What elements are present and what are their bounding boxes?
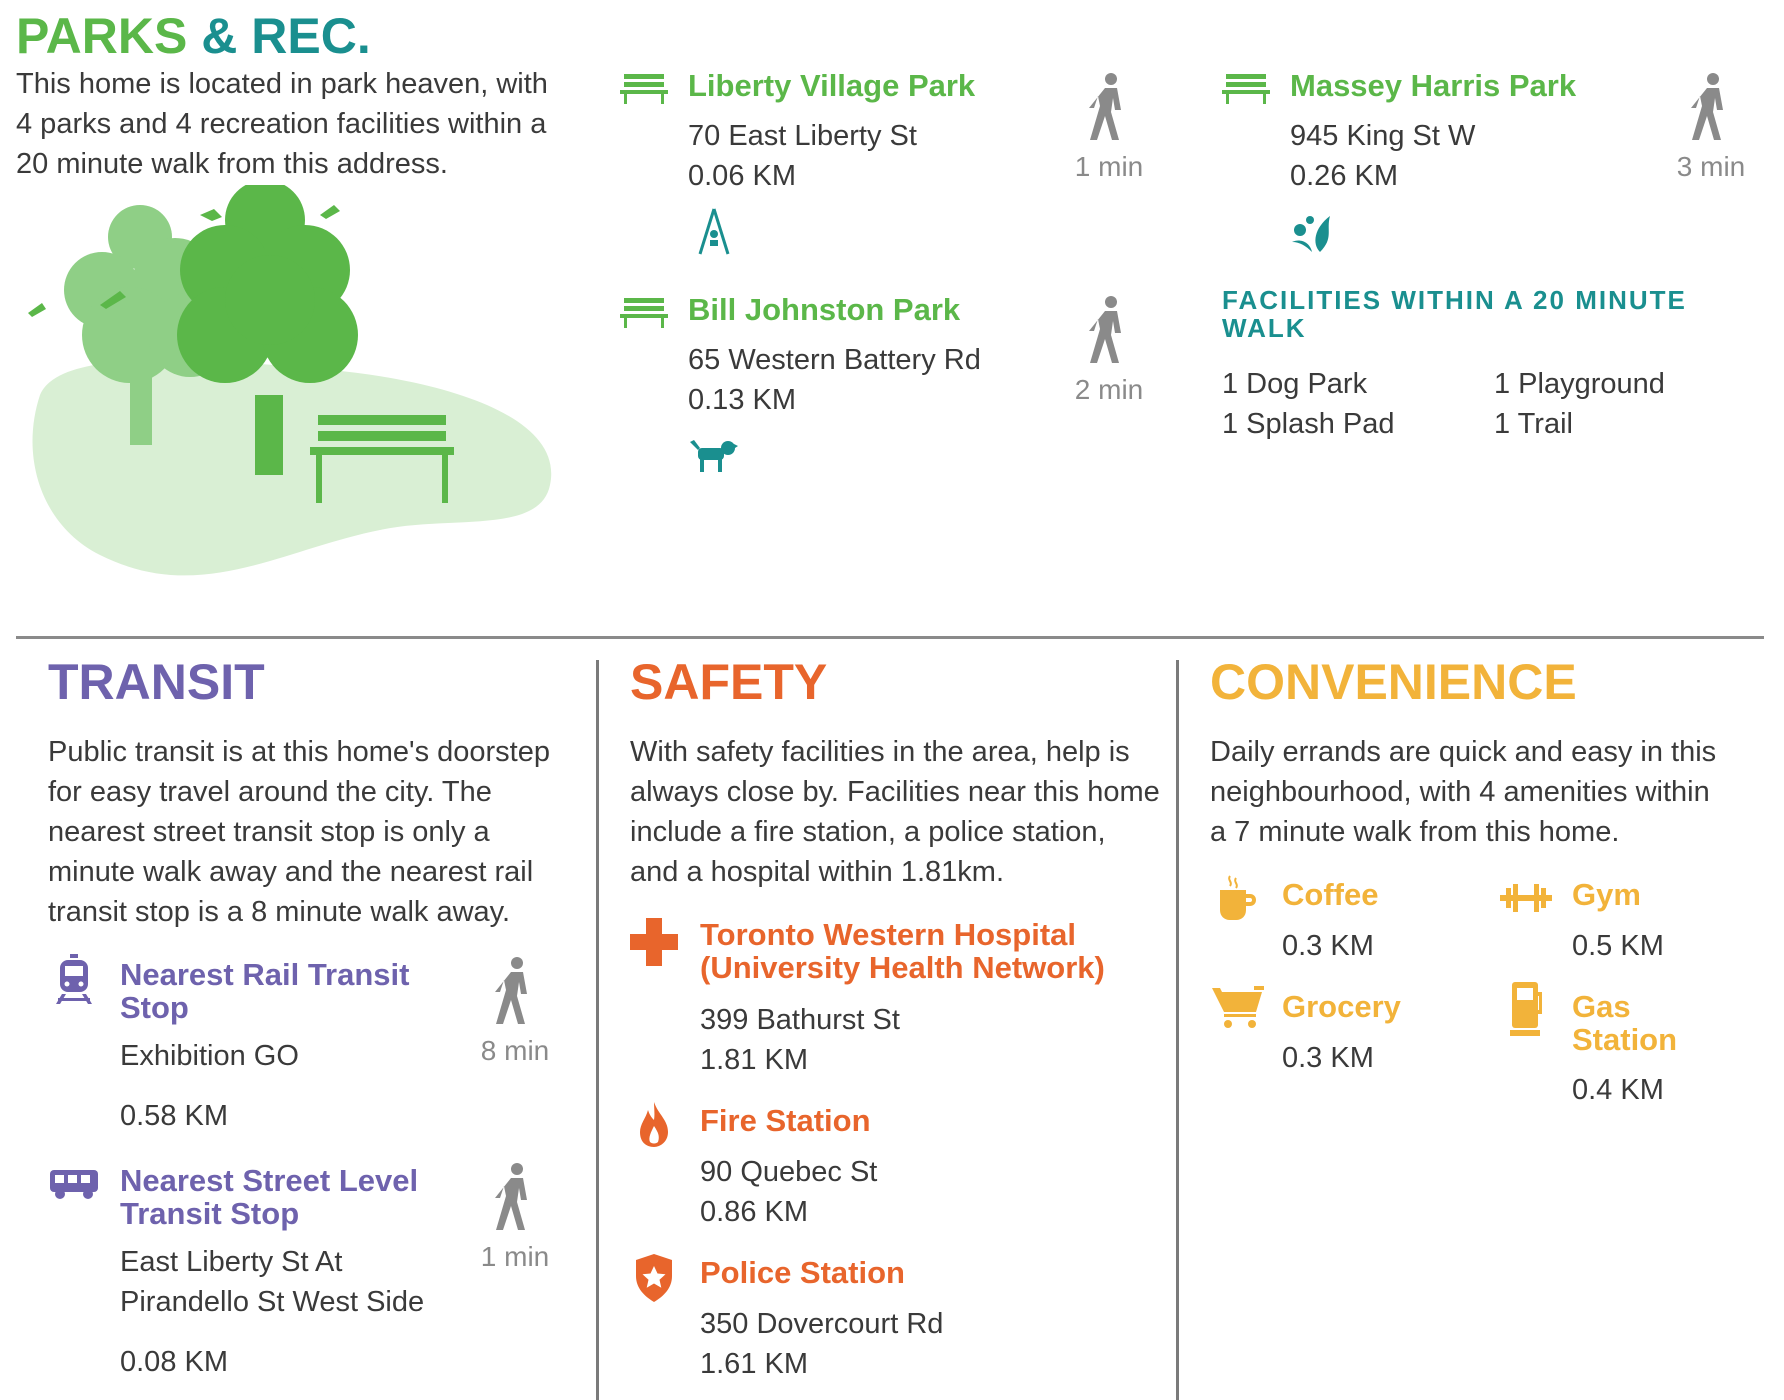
transit-intro: Public transit is at this home's doorstep for easy travel around the city. The nearest street transit stop is only a minute walk away and the nearest rail transit stop is a 8 minute walk away. <box>48 736 550 928</box>
gas-station-distance: 0.4 KM <box>1572 1074 1664 1106</box>
walking-person-icon <box>1087 295 1131 365</box>
safety-intro: With safety facilities in the area, help is always close by. Facilities near this home include a fire station, a police station, and a hospital within 1.81km. <box>630 736 1160 888</box>
column-divider <box>596 660 599 1400</box>
park-distance: 0.13 KM <box>688 384 796 416</box>
park-distance: 0.26 KM <box>1290 160 1398 192</box>
gym-name[interactable]: Gym <box>1572 877 1641 912</box>
rail-transit-name[interactable]: Nearest Rail Transit Stop <box>120 957 410 1025</box>
hospital-address: 399 Bathurst St <box>700 1004 900 1036</box>
facility-item: 1 Dog Park <box>1222 368 1368 400</box>
parks-title: PARKS & REC. <box>16 8 371 64</box>
facility-item: 1 Trail <box>1494 408 1573 440</box>
train-icon <box>56 954 92 1004</box>
park-illustration <box>20 185 560 595</box>
safety-title: SAFETY <box>630 654 828 710</box>
walk-time: 2 min <box>1054 295 1164 406</box>
bench-icon <box>620 296 668 328</box>
park-address: 945 King St W <box>1290 120 1476 152</box>
facilities-heading: FACILITIES WITHIN A 20 MINUTE WALK <box>1222 285 1687 343</box>
police-badge-icon <box>634 1254 674 1302</box>
walk-time: 1 min <box>460 1162 570 1273</box>
walking-person-icon <box>1087 72 1131 142</box>
coffee-distance: 0.3 KM <box>1282 930 1374 962</box>
section-divider <box>16 636 1764 639</box>
dog-icon <box>690 438 738 474</box>
transit-title: TRANSIT <box>48 654 265 710</box>
police-station-address: 350 Dovercourt Rd <box>700 1308 944 1340</box>
coffee-cup-icon <box>1216 874 1256 920</box>
gym-distance: 0.5 KM <box>1572 930 1664 962</box>
convenience-intro: Daily errands are quick and easy in this neighbourhood, with 4 amenities within a 7 minute walk from this home. <box>1210 736 1717 848</box>
fire-station-name[interactable]: Fire Station <box>700 1103 871 1138</box>
gas-pump-icon <box>1510 982 1544 1036</box>
park-name[interactable]: Bill Johnston Park <box>688 292 961 327</box>
walking-person-icon <box>1689 72 1733 142</box>
park-address: 65 Western Battery Rd <box>688 344 981 376</box>
rail-stop-name: Exhibition GO <box>120 1040 299 1072</box>
shopping-cart-icon <box>1212 986 1264 1030</box>
convenience-title: CONVENIENCE <box>1210 654 1577 710</box>
walk-time: 3 min <box>1656 72 1766 183</box>
police-station-name[interactable]: Police Station <box>700 1255 905 1290</box>
fire-station-distance: 0.86 KM <box>700 1196 808 1228</box>
park-address: 70 East Liberty St <box>688 120 917 152</box>
street-stop-name: East Liberty St At Pirandello St West Side <box>120 1246 425 1318</box>
swing-icon <box>696 206 732 256</box>
grocery-distance: 0.3 KM <box>1282 1042 1374 1074</box>
walk-time: 8 min <box>460 956 570 1067</box>
facility-item: 1 Playground <box>1494 368 1665 400</box>
fire-icon <box>638 1100 670 1148</box>
hospital-distance: 1.81 KM <box>700 1044 808 1076</box>
street-distance: 0.08 KM <box>120 1346 228 1378</box>
coffee-name[interactable]: Coffee <box>1282 877 1379 912</box>
fire-station-address: 90 Quebec St <box>700 1156 878 1188</box>
grocery-name[interactable]: Grocery <box>1282 989 1401 1024</box>
walking-person-icon <box>493 1162 537 1232</box>
park-name[interactable]: Liberty Village Park <box>688 68 976 103</box>
column-divider <box>1176 660 1179 1400</box>
police-station-distance: 1.61 KM <box>700 1348 808 1380</box>
hospital-cross-icon <box>630 918 678 966</box>
bus-icon <box>48 1168 100 1200</box>
facility-item: 1 Splash Pad <box>1222 408 1395 440</box>
hospital-name[interactable]: Toronto Western Hospital (University Health Network) <box>700 917 1105 985</box>
parks-intro: This home is located in park heaven, with 4 parks and 4 recreation facilities within a 20 minute walk from this address. <box>16 68 548 180</box>
street-transit-name[interactable]: Nearest Street Level Transit Stop <box>120 1163 419 1231</box>
gas-station-name[interactable]: Gas Station <box>1572 989 1678 1057</box>
rail-distance: 0.58 KM <box>120 1100 228 1132</box>
park-name[interactable]: Massey Harris Park <box>1290 68 1577 103</box>
bench-icon <box>1222 72 1270 104</box>
dumbbell-icon <box>1500 884 1552 912</box>
walk-time: 1 min <box>1054 72 1164 183</box>
splash-icon <box>1290 208 1340 254</box>
park-distance: 0.06 KM <box>688 160 796 192</box>
walking-person-icon <box>493 956 537 1026</box>
bench-icon <box>620 72 668 104</box>
